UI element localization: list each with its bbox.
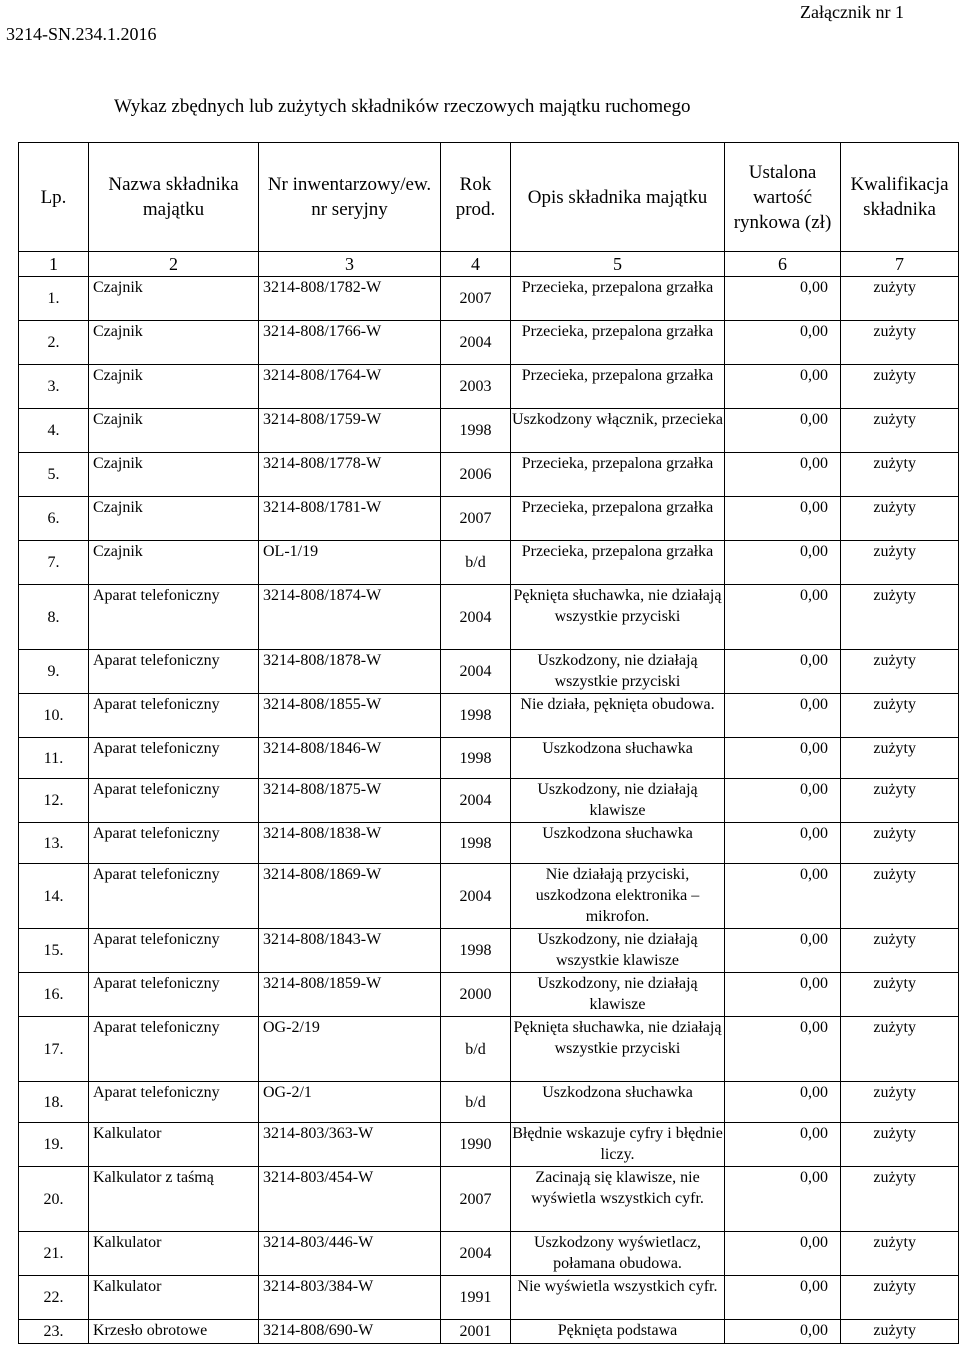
qualification: zużyty (841, 1232, 959, 1276)
inventory-number: 3214-808/1843-W (259, 929, 441, 973)
production-year: 2004 (441, 779, 511, 823)
item-name: Czajnik (89, 453, 259, 497)
qualification: zużyty (841, 650, 959, 694)
table-row (19, 453, 959, 497)
qualification: zużyty (841, 321, 959, 365)
qualification: zużyty (841, 779, 959, 823)
item-name: Aparat telefoniczny (89, 1017, 259, 1082)
production-year: 2003 (441, 365, 511, 409)
item-name: Czajnik (89, 321, 259, 365)
inventory-number: OG-2/19 (259, 1017, 441, 1082)
item-description: Przecieka, przepalona grzałka (511, 453, 725, 497)
table-row (19, 1017, 959, 1082)
item-description: Uszkodzona słuchawka (511, 738, 725, 779)
item-name: Aparat telefoniczny (89, 650, 259, 694)
page-title: Wykaz zbędnych lub zużytych składników rzeczowych majątku ruchomego (114, 96, 691, 117)
inventory-number: 3214-808/1782-W (259, 277, 441, 321)
inventory-number: OG-2/1 (259, 1082, 441, 1123)
market-value: 0,00 (725, 497, 841, 541)
row-number: 22. (19, 1276, 89, 1320)
row-number: 11. (19, 738, 89, 779)
row-number: 10. (19, 694, 89, 738)
row-number: 21. (19, 1232, 89, 1276)
item-name: Aparat telefoniczny (89, 929, 259, 973)
document-code: 3214-SN.234.1.2016 (6, 24, 157, 44)
col-header-year: Rok prod. (441, 143, 511, 252)
item-description: Pęknięta słuchawka, nie działają wszystkie przyciski (511, 1017, 725, 1082)
item-name: Kalkulator z taśmą (89, 1167, 259, 1232)
item-description: Uszkodzony, nie działają wszystkie klawisze (511, 929, 725, 973)
item-description: Pęknięta podstawa (511, 1320, 725, 1344)
table-row (19, 650, 959, 694)
qualification: zużyty (841, 694, 959, 738)
column-number-row (19, 252, 959, 277)
inventory-number: 3214-808/1855-W (259, 694, 441, 738)
inventory-number: 3214-803/363-W (259, 1123, 441, 1167)
inventory-number: 3214-808/1838-W (259, 823, 441, 864)
item-description: Uszkodzona słuchawka (511, 1082, 725, 1123)
row-number: 19. (19, 1123, 89, 1167)
item-description: Błędnie wskazuje cyfry i błędnie liczy. (511, 1123, 725, 1167)
item-name: Czajnik (89, 409, 259, 453)
item-name: Czajnik (89, 541, 259, 585)
row-number: 7. (19, 541, 89, 585)
row-number: 1. (19, 277, 89, 321)
column-number: 7 (841, 252, 959, 277)
table-row (19, 738, 959, 779)
column-number: 6 (725, 252, 841, 277)
market-value: 0,00 (725, 973, 841, 1017)
item-description: Uszkodzony włącznik, przecieka (511, 409, 725, 453)
item-description: Pęknięta słuchawka, nie działają wszystkie przyciski (511, 585, 725, 650)
item-description: Uszkodzony wyświetlacz, połamana obudowa. (511, 1232, 725, 1276)
inventory-number: 3214-808/1764-W (259, 365, 441, 409)
production-year: 2004 (441, 321, 511, 365)
table-row (19, 779, 959, 823)
qualification: zużyty (841, 929, 959, 973)
market-value: 0,00 (725, 321, 841, 365)
market-value: 0,00 (725, 1276, 841, 1320)
market-value: 0,00 (725, 864, 841, 929)
item-name: Czajnik (89, 365, 259, 409)
market-value: 0,00 (725, 1017, 841, 1082)
inventory-number: 3214-808/1759-W (259, 409, 441, 453)
row-number: 5. (19, 453, 89, 497)
market-value: 0,00 (725, 585, 841, 650)
table-row (19, 585, 959, 650)
qualification: zużyty (841, 1017, 959, 1082)
market-value: 0,00 (725, 1082, 841, 1123)
qualification: zużyty (841, 823, 959, 864)
table-row (19, 497, 959, 541)
row-number: 23. (19, 1320, 89, 1344)
table-row (19, 409, 959, 453)
market-value: 0,00 (725, 277, 841, 321)
market-value: 0,00 (725, 541, 841, 585)
item-description: Uszkodzony, nie działają klawisze (511, 779, 725, 823)
row-number: 12. (19, 779, 89, 823)
qualification: zużyty (841, 1276, 959, 1320)
row-number: 20. (19, 1167, 89, 1232)
table-row (19, 1123, 959, 1167)
col-header-value: Ustalona wartość rynkowa (zł) (725, 143, 841, 252)
item-name: Kalkulator (89, 1123, 259, 1167)
inventory-number: 3214-808/1878-W (259, 650, 441, 694)
column-number: 2 (89, 252, 259, 277)
production-year: 2007 (441, 497, 511, 541)
item-name: Aparat telefoniczny (89, 779, 259, 823)
market-value: 0,00 (725, 453, 841, 497)
table-row (19, 973, 959, 1017)
inventory-number: 3214-808/1778-W (259, 453, 441, 497)
item-name: Aparat telefoniczny (89, 694, 259, 738)
table-body (19, 277, 959, 1344)
market-value: 0,00 (725, 409, 841, 453)
production-year: 1990 (441, 1123, 511, 1167)
row-number: 4. (19, 409, 89, 453)
inventory-number: 3214-803/446-W (259, 1232, 441, 1276)
market-value: 0,00 (725, 365, 841, 409)
qualification: zużyty (841, 541, 959, 585)
production-year: 1998 (441, 409, 511, 453)
production-year: 1998 (441, 929, 511, 973)
qualification: zużyty (841, 738, 959, 779)
inventory-number: 3214-808/1846-W (259, 738, 441, 779)
qualification: zużyty (841, 1123, 959, 1167)
col-header-qualification: Kwalifikacja składnika (841, 143, 959, 252)
production-year: 2007 (441, 277, 511, 321)
inventory-number: OL-1/19 (259, 541, 441, 585)
inventory-number: 3214-808/1875-W (259, 779, 441, 823)
assets-table (18, 142, 959, 1344)
inventory-number: 3214-808/1766-W (259, 321, 441, 365)
row-number: 16. (19, 973, 89, 1017)
row-number: 6. (19, 497, 89, 541)
production-year: 2004 (441, 1232, 511, 1276)
item-description: Uszkodzony, nie działają klawisze (511, 973, 725, 1017)
item-description: Przecieka, przepalona grzałka (511, 277, 725, 321)
table-row (19, 1167, 959, 1232)
inventory-number: 3214-803/454-W (259, 1167, 441, 1232)
column-number: 5 (511, 252, 725, 277)
production-year: b/d (441, 1082, 511, 1123)
qualification: zużyty (841, 1167, 959, 1232)
market-value: 0,00 (725, 694, 841, 738)
qualification: zużyty (841, 453, 959, 497)
table-row (19, 694, 959, 738)
market-value: 0,00 (725, 1320, 841, 1344)
item-name: Aparat telefoniczny (89, 1082, 259, 1123)
row-number: 18. (19, 1082, 89, 1123)
item-name: Czajnik (89, 497, 259, 541)
row-number: 3. (19, 365, 89, 409)
qualification: zużyty (841, 1082, 959, 1123)
item-name: Kalkulator (89, 1276, 259, 1320)
header-row (19, 143, 959, 252)
table-row (19, 1320, 959, 1344)
inventory-number: 3214-808/1859-W (259, 973, 441, 1017)
market-value: 0,00 (725, 1167, 841, 1232)
production-year: b/d (441, 1017, 511, 1082)
col-header-description: Opis składnika majątku (511, 143, 725, 252)
col-header-lp: Lp. (19, 143, 89, 252)
market-value: 0,00 (725, 929, 841, 973)
market-value: 0,00 (725, 1232, 841, 1276)
item-description: Nie działa, pęknięta obudowa. (511, 694, 725, 738)
production-year: 2001 (441, 1320, 511, 1344)
inventory-number: 3214-808/690-W (259, 1320, 441, 1344)
inventory-number: 3214-808/1869-W (259, 864, 441, 929)
item-name: Czajnik (89, 277, 259, 321)
qualification: zużyty (841, 409, 959, 453)
production-year: 2007 (441, 1167, 511, 1232)
production-year: 2000 (441, 973, 511, 1017)
qualification: zużyty (841, 973, 959, 1017)
table-row (19, 321, 959, 365)
production-year: 2004 (441, 650, 511, 694)
table-row (19, 277, 959, 321)
table-row (19, 823, 959, 864)
column-number: 1 (19, 252, 89, 277)
row-number: 13. (19, 823, 89, 864)
item-description: Przecieka, przepalona grzałka (511, 497, 725, 541)
production-year: 1998 (441, 738, 511, 779)
item-description: Uszkodzony, nie działają wszystkie przyciski (511, 650, 725, 694)
qualification: zużyty (841, 585, 959, 650)
inventory-number: 3214-803/384-W (259, 1276, 441, 1320)
table-row (19, 1082, 959, 1123)
item-name: Krzesło obrotowe (89, 1320, 259, 1344)
market-value: 0,00 (725, 738, 841, 779)
item-description: Uszkodzona słuchawka (511, 823, 725, 864)
qualification: zużyty (841, 497, 959, 541)
item-name: Aparat telefoniczny (89, 738, 259, 779)
attachment-label: Załącznik nr 1 (800, 2, 904, 22)
item-description: Przecieka, przepalona grzałka (511, 365, 725, 409)
col-header-name: Nazwa składnika majątku (89, 143, 259, 252)
item-name: Kalkulator (89, 1232, 259, 1276)
row-number: 17. (19, 1017, 89, 1082)
production-year: 1991 (441, 1276, 511, 1320)
item-name: Aparat telefoniczny (89, 585, 259, 650)
table-row (19, 864, 959, 929)
column-number: 4 (441, 252, 511, 277)
market-value: 0,00 (725, 1123, 841, 1167)
production-year: b/d (441, 541, 511, 585)
item-description: Nie wyświetla wszystkich cyfr. (511, 1276, 725, 1320)
table-row (19, 1276, 959, 1320)
row-number: 14. (19, 864, 89, 929)
market-value: 0,00 (725, 823, 841, 864)
column-number: 3 (259, 252, 441, 277)
production-year: 2004 (441, 585, 511, 650)
item-description: Nie działają przyciski, uszkodzona elektronika – mikrofon. (511, 864, 725, 929)
item-description: Przecieka, przepalona grzałka (511, 321, 725, 365)
item-description: Przecieka, przepalona grzałka (511, 541, 725, 585)
qualification: zużyty (841, 277, 959, 321)
item-name: Aparat telefoniczny (89, 973, 259, 1017)
production-year: 2004 (441, 864, 511, 929)
row-number: 8. (19, 585, 89, 650)
production-year: 2006 (441, 453, 511, 497)
production-year: 1998 (441, 694, 511, 738)
row-number: 15. (19, 929, 89, 973)
production-year: 1998 (441, 823, 511, 864)
qualification: zużyty (841, 864, 959, 929)
market-value: 0,00 (725, 779, 841, 823)
inventory-number: 3214-808/1781-W (259, 497, 441, 541)
table-row (19, 1232, 959, 1276)
qualification: zużyty (841, 1320, 959, 1344)
table-row (19, 365, 959, 409)
inventory-number: 3214-808/1874-W (259, 585, 441, 650)
table-row (19, 929, 959, 973)
col-header-inventory: Nr inwentarzowy/ew. nr seryjny (259, 143, 441, 252)
item-name: Aparat telefoniczny (89, 864, 259, 929)
market-value: 0,00 (725, 650, 841, 694)
item-description: Zacinają się klawisze, nie wyświetla wszystkich cyfr. (511, 1167, 725, 1232)
table-row (19, 541, 959, 585)
row-number: 2. (19, 321, 89, 365)
qualification: zużyty (841, 365, 959, 409)
item-name: Aparat telefoniczny (89, 823, 259, 864)
row-number: 9. (19, 650, 89, 694)
